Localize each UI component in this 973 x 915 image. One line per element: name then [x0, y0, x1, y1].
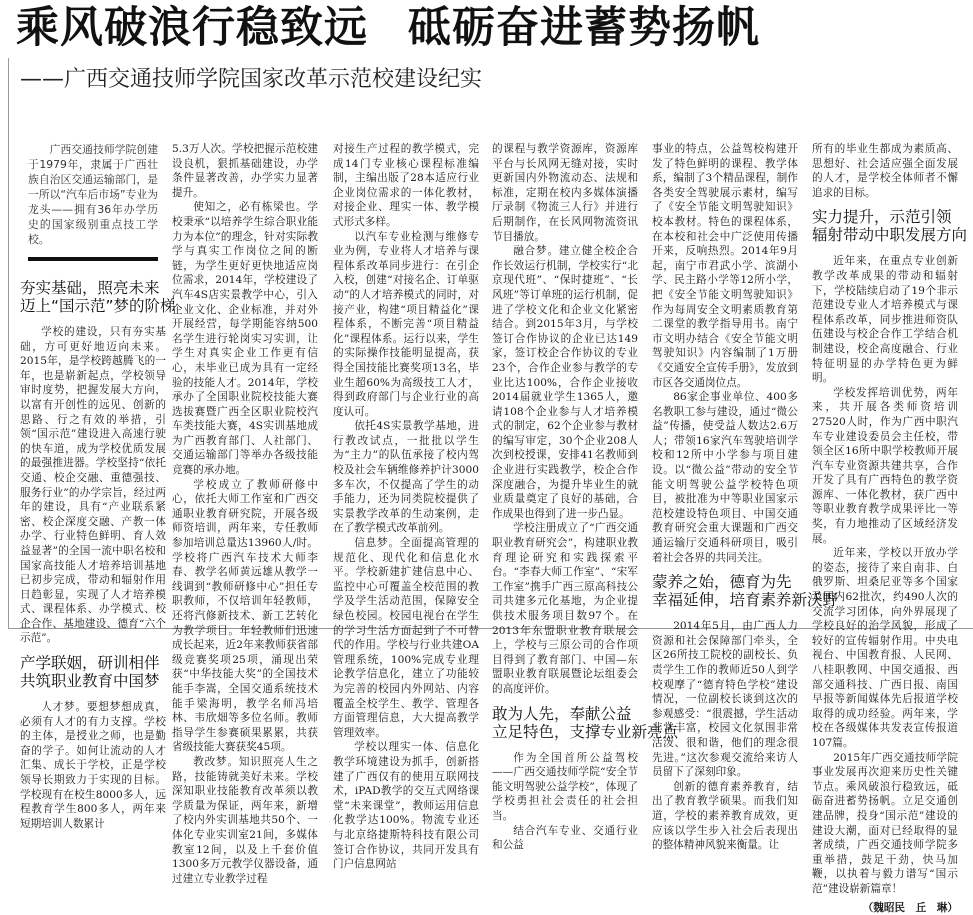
paragraph: 创新的德育素养教育，结出了教育教学硕果。而我们知道，学校的素养教育成效，更应该以学生步入社会后表现出的整体精神风貌来衡量。让 — [652, 780, 798, 853]
paragraph: 信息梦。全面提高管理的规范化、现代化和信息化水平。学校新建扩建信息中心、监控中心可覆盖全校范围的教学及学生活动范围，保障安全绿色校园。校园电视台在学生的学习生活方面起到了不可替代的作用。学校与行业共建OA管理系统，100%完成专业理论教学信息化，建立了功能较为完善的校园内外网站、内容覆盖全校学生、教学、管理各方面管理信息，大大提高教学管理效率。 — [333, 536, 479, 740]
paragraph: 结合汽车专业、交通行业和公益 — [492, 824, 638, 853]
headline-part-1: 乘风破浪行稳致远 — [16, 3, 368, 53]
column-1 — [20, 142, 166, 831]
headline — [16, 4, 760, 52]
paragraph: 2014年5月，由广西人力资源和社会保障部门牵头，全区26所技工院校的副校长、负责学生工作的教师近50人到学校观摩了“德育特色学校”建设情况，一位副校长谈到这次的参观感受：“很震撼，学生活动非常丰富，校园文化氛围非常活泼、很和谐，他们的理念很先进。”这次参观交流给来访人员留下了深刻印象。 — [652, 619, 798, 780]
section-heading-line: 共筑职业教育中国梦 — [20, 672, 166, 690]
section-heading-line: 辐射带动中职发展方向 — [812, 226, 958, 244]
column-6 — [812, 142, 958, 915]
paragraph: 作为全国首所公益驾校——广西交通技师学院“安全节能文明驾驶公益学校”，体现了学校勇担社会责任的社会担当。 — [492, 751, 638, 824]
paragraph: 近年来，在重点专业创新教学改革成果的带动和辐射下，学校陆续启动了19个非示范建设专业人才培养模式与课程体系改革，同步推进师资队伍建设与校企合作工学结合机制建设，校企高度融合、行业特征明显的办学特色更为鲜明。 — [812, 254, 958, 385]
paragraph: 使知之，必有栋梁也。学校秉承“以培养学生综合职业能力为本位”的理念，针对实际教学与真实工作岗位之间的断链，为学生更好更快地适应岗位需求，2014年，学校建设了汽车4S店实景教学中心，引入企业文化、企业标准，并对外开展经营，每学期能容纳500名学生进行轮岗实习实训，让学生对真实企业工作更有信心，未毕业已成为具有一定经验的技能人才。2014年，学校承办了全国职业院校技能大赛选拔赛暨广西全区职业院校汽车类技能大赛，4S实训基地成为广西教育部门、人社部门、交通运输部门等举办各级技能竞赛的承办地。 — [172, 200, 318, 477]
section-heading — [20, 279, 166, 315]
intro-divider — [28, 257, 158, 261]
section-heading-line: 蒙养之始，德育为先 — [652, 573, 798, 591]
headline-part-2: 砥砺奋进蓄势扬帆 — [408, 3, 760, 53]
paragraph: 86家企事业单位、400多名教职工参与建设，通过“微公益”传播，使受益人数达2.6万人；带领16家汽车驾驶培训学校和12所中小学参与项目建设。以“微公益”带动的安全节能文明驾驶公益学校特色项目，被批准为中等职业国家示范校建设特色项目、中国交通教育研究会重大课题和广西交通运输厅交通科研项目，吸引着社会各界的共同关注。 — [652, 390, 798, 565]
paragraph: 所有的毕业生都成为素质高、思想好、社会适应强全面发展的人才，是学校全体师者不懈追求的目标。 — [812, 142, 958, 200]
paragraph: 2015年广西交通技师学院事业发展再次迎来历史性关键节点。乘风破浪行稳致远，砥砺奋进蓄势扬帆。立足交通创建品牌，投身“国示范”建设的建设大潮，面对已经取得的显著成绩，广西交通技师学院多重举措，鼓足干劲，快马加鞭，以执着与毅力谱写“国示范”建设崭新篇章！ — [812, 751, 958, 897]
paragraph: 人才梦。要想梦想成真，必须有人才的有力支撑。学校的主体，是授业之师，也是勤奋的学子。如何让流动的人才汇集、成长于学校，正是学校领导长期致力于实现的目标。学校现有在校生8000多人，远程教育学生800多人，两年来短期培训人数累计 — [20, 700, 166, 831]
section-heading — [20, 654, 166, 690]
paragraph: 教改梦。知识照亮人生之路，技能铸就美好未来。学校深知职业技能教育改革须以教学质量为保证，两年来，新增了校内外实训基地共50个、一体化专业实训室21间，多媒体教室12间，以及上千套价值1300多万元教学仪器设备，通过建立专业教学过程 — [172, 755, 318, 886]
paragraph: 融合梦。建立健全校企合作长效运行机制，学校实行“北京现代班”、“保时捷班”、“长风班”等订单班的运行机制，促进了学校文化和企业文化紧密结合。到2015年3月，与学校签订合作协议的企业已达149家，签订校企合作协议的专业23个，合作企业参与教学的专业比达100%，合作企业接收2014届就业学生1365人，邀请108个企业参与人才培养模式的制定，62个企业参与教材的编写审定，30个企业208人次到校授课，安排41名教师到企业进行实践教学，校企合作深度融合，为提升毕业生的就业质量奠定了良好的基础，合作成果也得到了进一步凸显。 — [492, 244, 638, 521]
paragraph: 5.3万人次。学校把握示范校建设良机，狠抓基础建设，办学条件显著改善，办学实力显著提升。 — [172, 142, 318, 200]
intro-box: 广西交通技师学院创建于1979年，隶属于广西壮族自治区交通运输部门，是一所以“汽车后市场”专业为龙头——拥有36年办学历史的国家级别重点技工学校。 — [20, 142, 166, 247]
section-heading-line: 幸福延伸，培育素养新沃野 — [652, 591, 798, 609]
paragraph: 的课程与教学资源库，资源库平台与长风网无缝对接，实时更新国内外物流动态、法规和标准，定期在校内多媒体演播厅录制《物流三人行》并进行后期制作，在长风网物流资讯节目播放。 — [492, 142, 638, 244]
paragraph: 学校成立了教师研修中心，依托大师工作室和广西交通职业教育研究院，开展各级师资培训，两年来，专任教师参加培训总量达13960人/时。学校将广西汽车技术大师李春、教学名师黄远雄从教学一线调到“教师研修中心”担任专职教师，不仅培训年轻教师，还将汽修新技术、新工艺转化为教学项目。年轻教师们迅速成长起来，近2年来教师获省部级竞赛奖项25项，涌现出荣获“中华技能大奖”的全国技术能手李嵩，全国交通系统技术能手梁海明，教学名师冯培林、韦欣畑等多位名师。教师指导学生参赛硕果累累，共获省级技能大赛获奖45项。 — [172, 478, 318, 755]
paragraph: 事业的特点，公益驾校构建开发了特色鲜明的课程、教学体系，编制了3个精品课程，制作各类安全驾驶展示素材，编写了《安全节能文明驾驶知识》校本教材。特色的课程体系，在本校和社会中广泛使用传播开来，反响热烈。2014年9月起，南宁市君武小学、滨湖小学、民主路小学等12所小学，把《安全节能文明驾驶知识》作为每周安全文明素质教育第二课堂的教学指导用书。南宁市文明办结合《安全节能文明驾驶知识》内容编制了1万册《交通安全宣传手册》，发放到市区各交通岗位点。 — [652, 142, 798, 390]
paragraph: 以汽车专业检测与维修专业为例，专业将人才培养与课程体系改革同步进行：在引企入校，创建“对接名企、订单驱动”的人才培养模式的同时，对接产业，构建“项目精益化”课程体系，不断完善“项目精益化”课程体系。运行以来，学生的实际操作技能明显提高，获得全国技能比赛奖项13名，毕业生超60%为高级技工人才，得到政府部门与企业行业的高度认可。 — [333, 230, 479, 420]
section-heading — [652, 573, 798, 609]
section-heading — [812, 208, 958, 244]
paragraph: 近年来，学校以开放办学的姿态，接待了来自南非、白俄罗斯、坦桑尼亚等多个国家及国内62批次，约490人次的交流学习团体，向外界展现了学校良好的治学风貌，形成了较好的宣传辐射作用。中央电视台、中国教育报、人民网、八桂职教网、中国交通报、西部交通科技、广西日报、南国早报等新闻媒体先后报道学校取得的成功经验。两年来，学校在各级媒体共发表宣传报道107篇。 — [812, 546, 958, 750]
section-heading-line: 实力提升，示范引领 — [812, 208, 958, 226]
section-heading-line: 敢为人先，奉献公益 — [492, 705, 638, 723]
column-5 — [652, 142, 798, 853]
section-heading-line: 迈上“国示范”梦的阶梯 — [20, 297, 166, 315]
byline: （魏昭民 丘 琳） — [812, 901, 958, 915]
paragraph: 对接生产过程的教学模式，完成14门专业核心课程标准编制，主编出版了28本适应行业企业岗位需求的一体化教材，对接企业、理实一体、教学模式形式多样。 — [333, 142, 479, 230]
section-heading-line: 产学联姻，研训相伴 — [20, 654, 166, 672]
section-heading-line: 夯实基础，照亮未来 — [20, 279, 166, 297]
section-heading-line: 立足特色，支撑专业新亮点 — [492, 723, 638, 741]
section-heading — [492, 705, 638, 741]
subtitle: ——广西交通技师学院国家改革示范校建设纪实 — [20, 66, 482, 94]
column-2 — [172, 142, 318, 886]
column-4 — [492, 142, 638, 853]
paragraph: 学校的建设，只有夯实基础，方可更好地迈向未来。2015年，是学校跨越腾飞的一年，也是崭新起点，学校领导审时度势，把握发展大方向，以富有开创性的远见、创新的思路、行之有效的举措，引领“国示范”建设进入高速行驶的快车道，成为学校优质发展的最强推进器。学校坚持“依托交通、校企交融、重德强技、服务行业”的办学宗旨，经过两年的建设，具有“产业联系紧密、校企深度交融、产教一体办学、行业特色鲜明、育人效益显著”的全国一流中职名校和国家高技能人才培养培训基地已初步完成，带动和辐射作用日趋彰显，实现了人才培养模式、课程体系、办学模式、校企合作、基地建设、德育“六个示范”。 — [20, 325, 166, 646]
paragraph: 依托4S实景教学基地，进行教改试点，一批批以学生为“主力”的队伍承接了校内驾校及社会车辆维修养护计3000多车次，不仅提高了学生的动手能力，还为同类院校提供了实景教学改革的生动案例，走在了教学模式改革前列。 — [333, 419, 479, 536]
paragraph: 学校以理实一体、信息化教学环境建设为抓手，创新搭建了广西仅有的使用互联网技术，iPAD教学的交互式网络课堂“未来课堂”，教师运用信息化教学达100%。物流专业还与北京络捷斯特科技有限公司签订合作协议，共同开发具有门户信息网站 — [333, 740, 479, 871]
column-3 — [333, 142, 479, 872]
paragraph: 学校注册成立了“广西交通职业教育研究会”，构建职业教育理论研究和实践探索平台。“李春大师工作室”、“宋军工作室”携手广西三原高科技公司共建多元化基地，为企业提供技术服务项目数97个。在2013年东盟职业教育联展会上，学校与三原公司的合作项目得到了教育部门、中国—东盟职业教育联展暨论坛组委会的高度评价。 — [492, 521, 638, 696]
paragraph: 学校发挥培训优势，两年来，共开展各类师资培训27520人时，作为广西中职汽车专业建设委员会主任校，带领全区16所中职学校教师开展汽车专业资源共建共享，合作开发了具有广西特色的教学资源库、一体化教材，获广西中等职业教育教学成果评比一等奖，有力地推动了区域经济发展。 — [812, 386, 958, 547]
